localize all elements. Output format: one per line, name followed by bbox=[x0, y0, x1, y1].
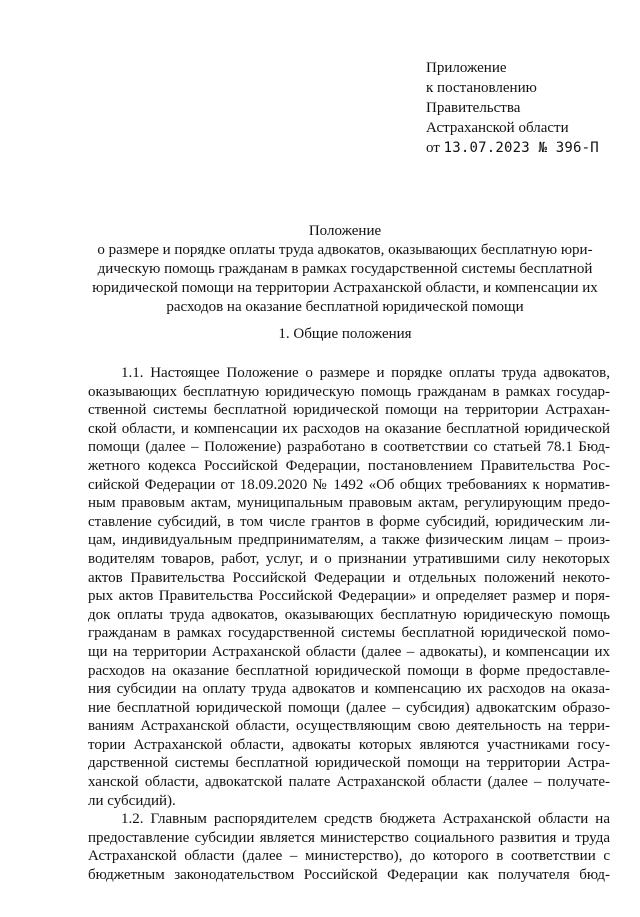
paragraph-line: ным правовым актам, муниципальным правовым актам, регулирующим предо- bbox=[88, 495, 610, 512]
paragraph-line: расходов на оказание бесплатной юридической помощи в форме предоставле- bbox=[88, 662, 610, 679]
paragraph-line: цам, индивидуальным предпринимателям, а также физическим лицам – произ- bbox=[88, 532, 610, 549]
appendix-header bbox=[426, 58, 626, 158]
paragraph-line: гражданам в рамках государственной системы бесплатной юридической помо- bbox=[88, 625, 610, 642]
appendix-date-line bbox=[426, 138, 626, 158]
paragraph-line: ли субсидий). bbox=[88, 792, 176, 809]
paragraph-line: 1.1. Настоящее Положение о размере и порядке оплаты труда адвокатов, bbox=[121, 365, 610, 381]
paragraph-line: ния субсидии на оплату труда адвокатов и компенсацию их расходов на оказа- bbox=[88, 681, 610, 698]
paragraph-line: бюджетным законодательством Российской Федерации как получателя бюд- bbox=[88, 867, 610, 884]
title-word: Положение bbox=[308, 223, 382, 239]
paragraph-line: ставление субсидий, в том числе грантов в форме субсидий, юридическим ли- bbox=[88, 513, 610, 530]
paragraph-line: ние бесплатной юридической помощи (далее – субсидия) адвокатским образо- bbox=[88, 699, 610, 716]
paragraph-line: помощи (далее – Положение) разработано в соответствии со статьей 78.1 Бюд- bbox=[88, 439, 610, 456]
paragraph-line: рых актов Правительства Российской Федерации» и определяет размер и поря- bbox=[88, 588, 610, 605]
paragraph-line: ханской области, адвокатской палате Астраханской области (далее – получате- bbox=[88, 774, 610, 791]
paragraph-line: дарственной системы бесплатной юридической помощи на территории Астра- bbox=[88, 755, 610, 772]
title-line: о размере и порядке оплаты труда адвокатов, оказывающих бесплатную юри- bbox=[97, 242, 593, 258]
paragraph-line: предоставление субсидии является министерство социального развития и труда bbox=[88, 829, 610, 846]
paragraph-line: док оплаты труда адвокатов, оказывающих бесплатную юридическую помощь bbox=[88, 606, 610, 623]
paragraph-line: ской области, и компенсации их расходов на оказание бесплатной юридической bbox=[88, 420, 610, 437]
paragraph-line: сийской Федерации от 18.09.2020 № 1492 «Об общих требованиях к норматив- bbox=[88, 476, 610, 493]
paragraph-line: водителям товаров, работ, услуг, и о признании утратившими силу некоторых bbox=[88, 550, 610, 567]
appendix-line: Правительства bbox=[426, 100, 521, 116]
body-text bbox=[88, 364, 610, 885]
paragraph-line: тории Астраханской области, адвокаты которых являются участниками госу- bbox=[88, 736, 610, 753]
document-title bbox=[80, 222, 610, 317]
title-line: дическую помощь гражданам в рамках государственной системы бесплатной bbox=[97, 261, 593, 277]
title-line: юридической помощи на территории Астраханской области, и компенсации их bbox=[92, 280, 598, 296]
paragraph-line: щи на территории Астраханской области (далее – адвокаты), и компенсации их bbox=[88, 643, 610, 660]
paragraph-line: 1.2. Главным распорядителем средств бюджета Астраханской области на bbox=[121, 811, 610, 828]
section-heading: 1. Общие положения bbox=[278, 326, 412, 342]
appendix-line: Астраханской области bbox=[426, 120, 569, 136]
paragraph-line: Астраханской области (далее – министерство), до которого в соответствии с bbox=[88, 848, 610, 865]
paragraph-line: оказывающих бесплатную юридическую помощь гражданам в рамках государ- bbox=[88, 383, 610, 400]
appendix-date-prefix: от bbox=[426, 140, 440, 156]
paragraph-line: ственной системы бесплатной юридической помощи на территории Астрахан- bbox=[88, 402, 610, 419]
paragraph-line: жетного кодекса Российской Федерации, постановлением Правительства Рос- bbox=[88, 457, 610, 474]
paragraph-line: ваниям Астраханской области, осуществляющим свою деятельность на терри- bbox=[88, 718, 610, 735]
appendix-line: Приложение bbox=[426, 60, 507, 76]
title-line: расходов на оказание бесплатной юридической помощи bbox=[166, 299, 524, 315]
paragraph-line: актов Правительства Российской Федерации и отдельных положений некото- bbox=[88, 569, 610, 586]
appendix-line: к постановлению bbox=[426, 80, 537, 96]
appendix-date-stamp: 13.07.2023 № 396-П bbox=[443, 140, 599, 156]
